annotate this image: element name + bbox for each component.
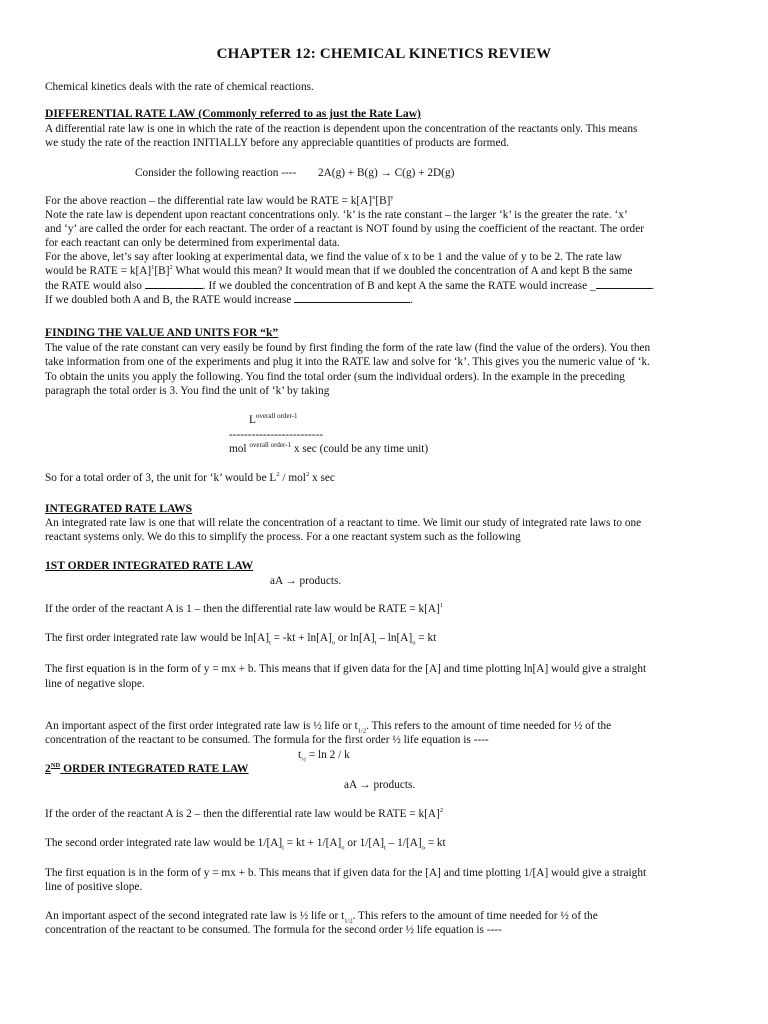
- second-order-reaction: aA → products.: [344, 779, 416, 791]
- paragraph-line: we study the rate of the reaction INITIALLY before any appreciable quantities of products are formed.: [45, 137, 509, 149]
- paragraph-line: and ‘y’ are called the order for each reactant. The order of a reactant is NOT found by using the coefficient of the reactant. The order: [45, 223, 644, 235]
- paragraph-line: An integrated rate law is one that will relate the concentration of a reactant to time. We limit our study of integrated rate laws to one: [45, 517, 642, 529]
- fraction-bar: -------------------------: [229, 429, 324, 441]
- paragraph-line: would be RATE = $k[A]^1[B]^2$ What would this mean? It would mean that if we doubled the concentration of A and kept B the same: [45, 264, 633, 277]
- differential-heading: DIFFERENTIAL RATE LAW (Commonly referred to as just the Rate Law): [45, 107, 421, 120]
- paragraph-line: An important aspect of the first order integrated rate law is ½ life or $t_{1/2}$. This refers to the amount of time needed for ½ of the: [45, 720, 612, 735]
- half-life-formula: $t_{\frac{1}{2}} = \ln 2 / k$: [298, 749, 350, 764]
- paragraph-line: Note the rate law is dependent upon reactant concentrations only. ‘k’ is the rate constant – the larger ‘k’ is the greater the rate. ‘x’: [45, 209, 628, 221]
- paragraph-line: The first equation is in the form of y = mx + b. This means that if given data for the [A] and time plotting 1/[A] would give a straight: [45, 867, 647, 879]
- integrated-heading: INTEGRATED RATE LAWS: [45, 502, 193, 515]
- answer-blank: [145, 278, 203, 289]
- paragraph-line: reactant systems only. We do this to simplify the process. For a one reactant system such as the following: [45, 531, 521, 543]
- consider-label: Consider the following reaction ----: [135, 167, 297, 179]
- first-order-heading: 1ST ORDER INTEGRATED RATE LAW: [45, 559, 254, 572]
- fraction-numerator: $L^{overall order-1}$: [249, 412, 298, 426]
- answer-blank: [294, 292, 410, 303]
- answer-blank: [596, 278, 652, 289]
- paragraph-line: To obtain the units you apply the following. You find the total order (sum the individual orders). In the example in the preceding: [45, 371, 625, 383]
- paragraph-line: line of negative slope.: [45, 678, 145, 690]
- paragraph-line: line of positive slope.: [45, 881, 143, 893]
- paragraph-line: A differential rate law is one in which the rate of the reaction is dependent upon the concentration of the reactants only. This means: [45, 123, 638, 135]
- paragraph-line: the RATE would also . If we doubled the concentration of B and kept A the same the RATE would increase _ .: [45, 280, 655, 292]
- paragraph-line: concentration of the reactant to be consumed. The formula for the second order ½ life equation is ----: [45, 924, 502, 936]
- paragraph-line: paragraph the total order is 3. You find the unit of ‘k’ by taking: [45, 385, 330, 397]
- k-heading: FINDING THE VALUE AND UNITS FOR “k”: [45, 326, 279, 339]
- first-order-reaction: aA → products.: [270, 575, 342, 587]
- rate-law-line: For the above reaction – the differential rate law would be RATE = $k[A]^x[B]^y$: [45, 194, 394, 207]
- reaction-equation: 2A(g) + B(g) → C(g) + 2D(g): [318, 167, 455, 179]
- second-order-rate-law: If the order of the reactant A is 2 – then the differential rate law would be RATE = $k[A]^2$: [45, 807, 444, 820]
- paragraph-line: for each reactant can only be determined from experimental data.: [45, 237, 340, 249]
- paragraph-line: For the above, let’s say after looking at experimental data, we find the value of x to be 1 and the value of y to be 2. The rate law: [45, 251, 622, 263]
- paragraph-line: concentration of the reactant to be consumed. The formula for the first order ½ life equation is ----: [45, 734, 489, 746]
- intro-text: Chemical kinetics deals with the rate of chemical reactions.: [45, 81, 314, 93]
- k-unit-line: So for a total order of 3, the unit for ‘k’ would be $L^2 / mol^2$ x sec: [45, 471, 335, 484]
- first-order-integrated: The first order integrated rate law would be $\ln[A]_t = -kt + \ln[A]_o$ or $\ln[A]_t - \ln[A]_o$ = kt: [45, 632, 437, 647]
- page-title: CHAPTER 12: CHEMICAL KINETICS REVIEW: [216, 46, 552, 62]
- paragraph-line: The first equation is in the form of y = mx + b. This means that if given data for the [A] and time plotting ln[A] would give a straight: [45, 663, 647, 675]
- paragraph-line: take information from one of the experiments and plug it into the RATE law and solve for ‘k’. This gives you the numeric value of ‘k.: [45, 356, 650, 368]
- paragraph-line: An important aspect of the second integrated rate law is ½ life or $t_{1/2}$. This refers to the amount of time needed for ½ of the: [45, 910, 598, 925]
- paragraph-line: If we doubled both A and B, the RATE would increase .: [45, 294, 413, 306]
- paragraph-line: The value of the rate constant can very easily be found by first finding the form of the rate law (find the value of the orders). You then: [45, 342, 651, 354]
- first-order-rate-law: If the order of the reactant A is 1 – then the differential rate law would be RATE = $k[A]^1$: [45, 602, 444, 615]
- fraction-denominator: mol $^{overall order-1}$ x sec (could be any time unit): [229, 441, 429, 455]
- second-order-heading: 2ND ORDER INTEGRATED RATE LAW: [45, 762, 249, 775]
- second-order-integrated: The second order integrated rate law would be $1/[A]_t$ = kt + $1/[A]_o$ or $1/[A]_t - 1/[A]_o$ = kt: [45, 837, 446, 852]
